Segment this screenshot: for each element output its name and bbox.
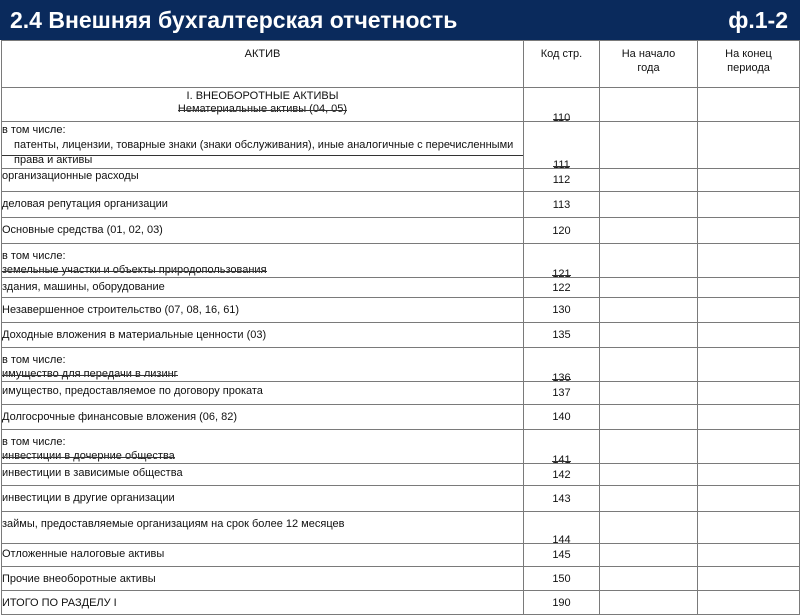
end-cell (698, 88, 800, 122)
end-cell (698, 382, 800, 405)
end-cell (698, 169, 800, 192)
row-label: займы, предоставляемые организациям на срок более 12 месяцев (2, 512, 524, 544)
row-label: Незавершенное строительство (07, 08, 16, 61) (2, 298, 524, 323)
row-label: Отложенные налоговые активы (2, 544, 524, 567)
row-subheading: в том числе: (2, 436, 66, 448)
table-row (2, 192, 800, 218)
row-text: инвестиции в дочерние общества (2, 450, 175, 462)
row-label: инвестиции в другие организации (2, 486, 524, 512)
row-subheading: в том числе: (2, 124, 66, 136)
start-cell (600, 464, 698, 486)
row-code: 135 (524, 323, 600, 348)
row-code: 136 (524, 348, 600, 382)
col-header-aktiv: АКТИВ (2, 41, 524, 88)
row-code: 113 (524, 192, 600, 218)
title-bar (0, 0, 800, 40)
row-code: 140 (524, 405, 600, 430)
row-code: 120 (524, 218, 600, 244)
row-label (2, 430, 524, 464)
start-cell (600, 348, 698, 382)
col-header-start: На начало года (600, 41, 698, 88)
row-text: патенты, лицензии, товарные знаки (знаки обслуживания), иные аналогичные с перечисленными права и активы (2, 138, 523, 168)
table-row (2, 348, 800, 382)
row-label: организационные расходы (2, 169, 524, 192)
row-text: Нематериальные активы (04, 05) (177, 103, 348, 115)
row-text: имущество для передачи в лизинг (2, 368, 178, 380)
start-cell (600, 430, 698, 464)
end-cell (698, 244, 800, 278)
form-number: ф.1-2 (728, 7, 788, 33)
row-code: 111 (524, 122, 600, 169)
row-code: 137 (524, 382, 600, 405)
row-code: 142 (524, 464, 600, 486)
start-cell (600, 169, 698, 192)
end-cell (698, 298, 800, 323)
section-heading: I. ВНЕОБОРОТНЫЕ АКТИВЫ (186, 90, 339, 102)
end-cell (698, 192, 800, 218)
row-code: 141 (524, 430, 600, 464)
table-row-total (2, 591, 800, 615)
row-code: 145 (524, 544, 600, 567)
start-cell (600, 278, 698, 298)
end-cell (698, 464, 800, 486)
start-cell (600, 88, 698, 122)
end-cell (698, 348, 800, 382)
end-cell (698, 544, 800, 567)
start-cell (600, 591, 698, 615)
start-cell (600, 567, 698, 591)
start-cell (600, 244, 698, 278)
start-cell (600, 382, 698, 405)
row-code: 112 (524, 169, 600, 192)
row-label: Основные средства (01, 02, 03) (2, 218, 524, 244)
row-label: здания, машины, оборудование (2, 278, 524, 298)
end-cell (698, 512, 800, 544)
table-row (2, 405, 800, 430)
table-row (2, 486, 800, 512)
row-subheading: в том числе: (2, 354, 66, 366)
balance-table (1, 40, 800, 615)
end-cell (698, 218, 800, 244)
row-code: 121 (524, 244, 600, 278)
table-row (2, 122, 800, 169)
table-row (2, 464, 800, 486)
table-row (2, 567, 800, 591)
row-code: 143 (524, 486, 600, 512)
end-cell (698, 486, 800, 512)
row-label (2, 348, 524, 382)
table-row (2, 88, 800, 122)
row-label: Доходные вложения в материальные ценности (03) (2, 323, 524, 348)
start-cell (600, 512, 698, 544)
table-row (2, 323, 800, 348)
row-code: 110 (524, 88, 600, 122)
end-cell (698, 405, 800, 430)
row-label: ИТОГО ПО РАЗДЕЛУ I (2, 591, 524, 615)
row-label: Долгосрочные финансовые вложения (06, 82) (2, 405, 524, 430)
start-cell (600, 405, 698, 430)
table-row (2, 218, 800, 244)
start-cell (600, 122, 698, 169)
start-cell (600, 486, 698, 512)
table-header-row (2, 41, 800, 88)
row-text: земельные участки и объекты природопользования (2, 264, 267, 276)
page-title: 2.4 Внешняя бухгалтерская отчетность (10, 7, 458, 33)
end-cell (698, 122, 800, 169)
end-cell (698, 430, 800, 464)
col-header-code: Код стр. (524, 41, 600, 88)
row-label: инвестиции в зависимые общества (2, 464, 524, 486)
end-cell (698, 591, 800, 615)
start-cell (600, 192, 698, 218)
row-code: 122 (524, 278, 600, 298)
table-row (2, 244, 800, 278)
table-row (2, 278, 800, 298)
table-row (2, 430, 800, 464)
table-row (2, 382, 800, 405)
start-cell (600, 544, 698, 567)
row-code: 130 (524, 298, 600, 323)
row-label (2, 122, 524, 169)
row-label (2, 244, 524, 278)
row-label: деловая репутация организации (2, 192, 524, 218)
start-cell (600, 218, 698, 244)
row-label (2, 88, 524, 122)
row-label: Прочие внеоборотные активы (2, 567, 524, 591)
end-cell (698, 323, 800, 348)
row-subheading: в том числе: (2, 250, 66, 262)
table-row (2, 544, 800, 567)
table-row (2, 512, 800, 544)
row-code: 144 (524, 512, 600, 544)
row-label: имущество, предоставляемое по договору проката (2, 382, 524, 405)
table-row (2, 298, 800, 323)
start-cell (600, 323, 698, 348)
end-cell (698, 278, 800, 298)
col-header-end: На конец периода (698, 41, 800, 88)
row-code: 190 (524, 591, 600, 615)
start-cell (600, 298, 698, 323)
row-code: 150 (524, 567, 600, 591)
end-cell (698, 567, 800, 591)
table-row (2, 169, 800, 192)
